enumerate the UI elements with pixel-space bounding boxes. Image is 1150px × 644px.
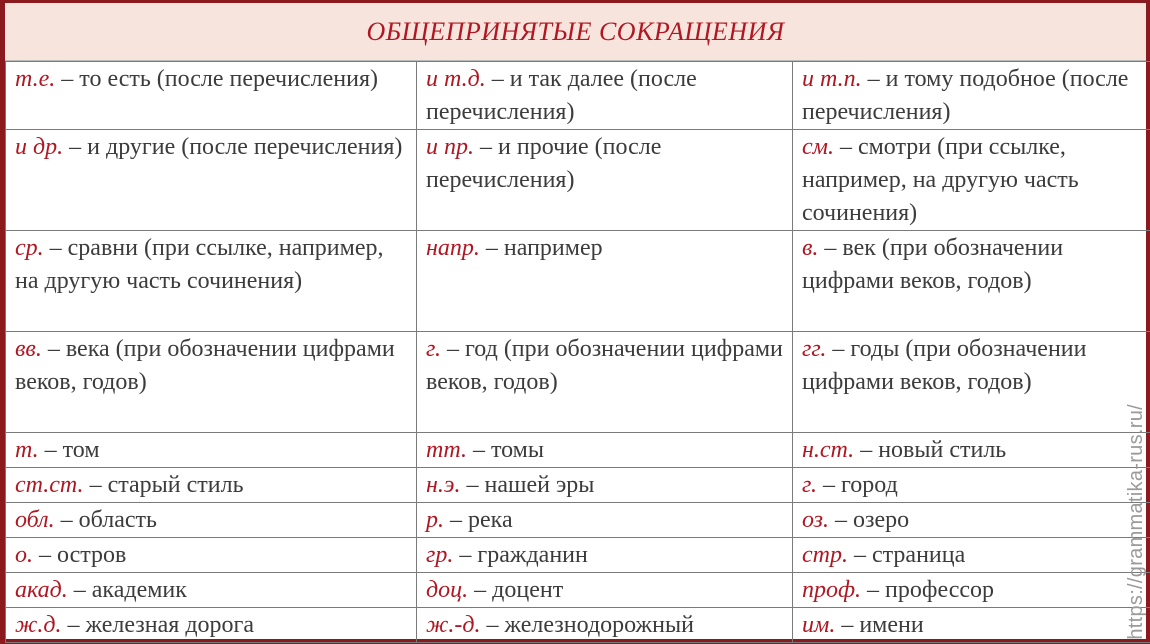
abbreviation: г. (802, 472, 818, 498)
abbreviation: и др. (15, 134, 64, 160)
abbreviation-cell (417, 231, 793, 332)
abbreviation: вв. (15, 336, 42, 362)
abbreviation: т. (15, 437, 39, 463)
abbreviation-cell (793, 538, 1150, 573)
abbreviation: акад. (15, 577, 68, 603)
abbreviation: ср. (15, 235, 44, 261)
abbreviation-meaning: – смотри (при ссылке, например, на другую часть сочинения) (802, 134, 1079, 226)
table-body (6, 62, 1150, 643)
abbreviation: оз. (802, 507, 830, 533)
abbreviation: доц. (426, 577, 469, 603)
table-row (6, 538, 1150, 573)
abbreviation-cell (6, 62, 417, 130)
abbreviation-cell (6, 231, 417, 332)
abbreviation: н.э. (426, 472, 461, 498)
abbreviation-meaning: – сравни (при ссылке, например, на другую часть сочинения) (15, 235, 384, 294)
abbreviation-meaning: – гражданин (453, 542, 588, 568)
abbreviation: и т.п. (802, 66, 862, 92)
abbreviation-cell (793, 231, 1150, 332)
abbreviation: гг. (802, 336, 827, 362)
table-row (6, 130, 1150, 231)
abbreviation-cell (793, 62, 1150, 130)
abbreviation-meaning: – озеро (829, 507, 910, 533)
abbreviation-meaning: – академик (67, 577, 187, 603)
abbreviation-meaning: – например (479, 235, 603, 261)
abbreviation-cell (793, 503, 1150, 538)
abbreviation-meaning: – остров (33, 542, 127, 568)
abbreviation: см. (802, 134, 834, 160)
abbreviation: им. (802, 612, 836, 638)
abbreviation-meaning: – имени (835, 612, 924, 638)
abbreviation: о. (15, 542, 33, 568)
abbreviation-meaning: – то есть (после перечисления) (55, 66, 378, 92)
abbreviation-cell (793, 608, 1150, 643)
abbreviation-cell (6, 468, 417, 503)
abbreviation-meaning: – и так далее (после перечисления) (426, 66, 697, 125)
abbreviation: т.е. (15, 66, 56, 92)
abbreviation-cell (417, 332, 793, 433)
abbreviation-cell (793, 332, 1150, 433)
abbreviation: гр. (426, 542, 454, 568)
abbreviation-cell (417, 433, 793, 468)
table-row (6, 231, 1150, 332)
abbreviation-cell (417, 608, 793, 643)
abbreviation-meaning: – область (54, 507, 157, 533)
abbreviation-cell (6, 130, 417, 231)
abbreviation-meaning: – новый стиль (854, 437, 1007, 463)
abbreviations-card (5, 3, 1146, 639)
abbreviation: н.ст. (802, 437, 855, 463)
abbreviation-meaning: – старый стиль (83, 472, 244, 498)
abbreviation-meaning: – страница (847, 542, 966, 568)
abbreviation-cell (793, 130, 1150, 231)
abbreviation-cell (6, 573, 417, 608)
table-row (6, 332, 1150, 433)
abbreviation-meaning: – год (при обозначении цифрами веков, годов) (426, 336, 783, 395)
abbreviation: в. (802, 235, 819, 261)
abbreviation: тт. (426, 437, 467, 463)
abbreviation: и т.д. (426, 66, 486, 92)
abbreviation: проф. (802, 577, 862, 603)
abbreviation-cell (417, 62, 793, 130)
abbreviation-meaning: – река (444, 507, 513, 533)
abbreviation-cell (417, 573, 793, 608)
abbreviation-cell (6, 332, 417, 433)
abbreviation: напр. (426, 235, 480, 261)
abbreviation: и пр. (426, 134, 474, 160)
abbreviation: г. (426, 336, 442, 362)
table-row (6, 468, 1150, 503)
abbreviation-cell (793, 433, 1150, 468)
table-row (6, 608, 1150, 643)
abbreviation-meaning: – и другие (после перечисления) (63, 134, 403, 160)
abbreviation-cell (6, 433, 417, 468)
table-row (6, 433, 1150, 468)
abbreviation-meaning: – железнодорожный (480, 612, 694, 638)
abbreviation-meaning: – томы (466, 437, 544, 463)
abbreviations-table (5, 61, 1150, 643)
table-row (6, 573, 1150, 608)
abbreviation-cell (793, 468, 1150, 503)
abbreviation-meaning: – и прочие (после перечисления) (426, 134, 662, 193)
abbreviation: ст.ст. (15, 472, 84, 498)
abbreviation: стр. (802, 542, 848, 568)
abbreviation-cell (417, 538, 793, 573)
abbreviation-meaning: – век (при обозначении цифрами веков, годов) (802, 235, 1064, 294)
abbreviation-cell (6, 503, 417, 538)
abbreviation: р. (426, 507, 444, 533)
abbreviation-meaning: – века (при обозначении цифрами веков, годов) (15, 336, 395, 395)
abbreviation-cell (417, 503, 793, 538)
abbreviation-cell (6, 608, 417, 643)
abbreviation-meaning: – доцент (468, 577, 564, 603)
page-title: ОБЩЕПРИНЯТЫЕ СОКРАЩЕНИЯ (5, 3, 1146, 61)
abbreviation-meaning: – нашей эры (460, 472, 595, 498)
abbreviation-meaning: – и тому подобное (после перечисления) (802, 66, 1129, 125)
abbreviation-cell (417, 130, 793, 231)
abbreviation-meaning: – профессор (861, 577, 994, 603)
abbreviation-meaning: – годы (при обозначении цифрами веков, годов) (802, 336, 1087, 395)
abbreviation-meaning: – город (817, 472, 898, 498)
abbreviation-meaning: – том (38, 437, 100, 463)
abbreviation-cell (793, 573, 1150, 608)
abbreviation-meaning: – железная дорога (61, 612, 255, 638)
abbreviation: обл. (15, 507, 55, 533)
site-watermark: https://grammatika-rus.ru/ (1125, 404, 1147, 640)
table-row (6, 503, 1150, 538)
abbreviation: ж.д. (15, 612, 62, 638)
abbreviation: ж.-д. (426, 612, 481, 638)
abbreviation-cell (6, 538, 417, 573)
table-row (6, 62, 1150, 130)
abbreviation-cell (417, 468, 793, 503)
